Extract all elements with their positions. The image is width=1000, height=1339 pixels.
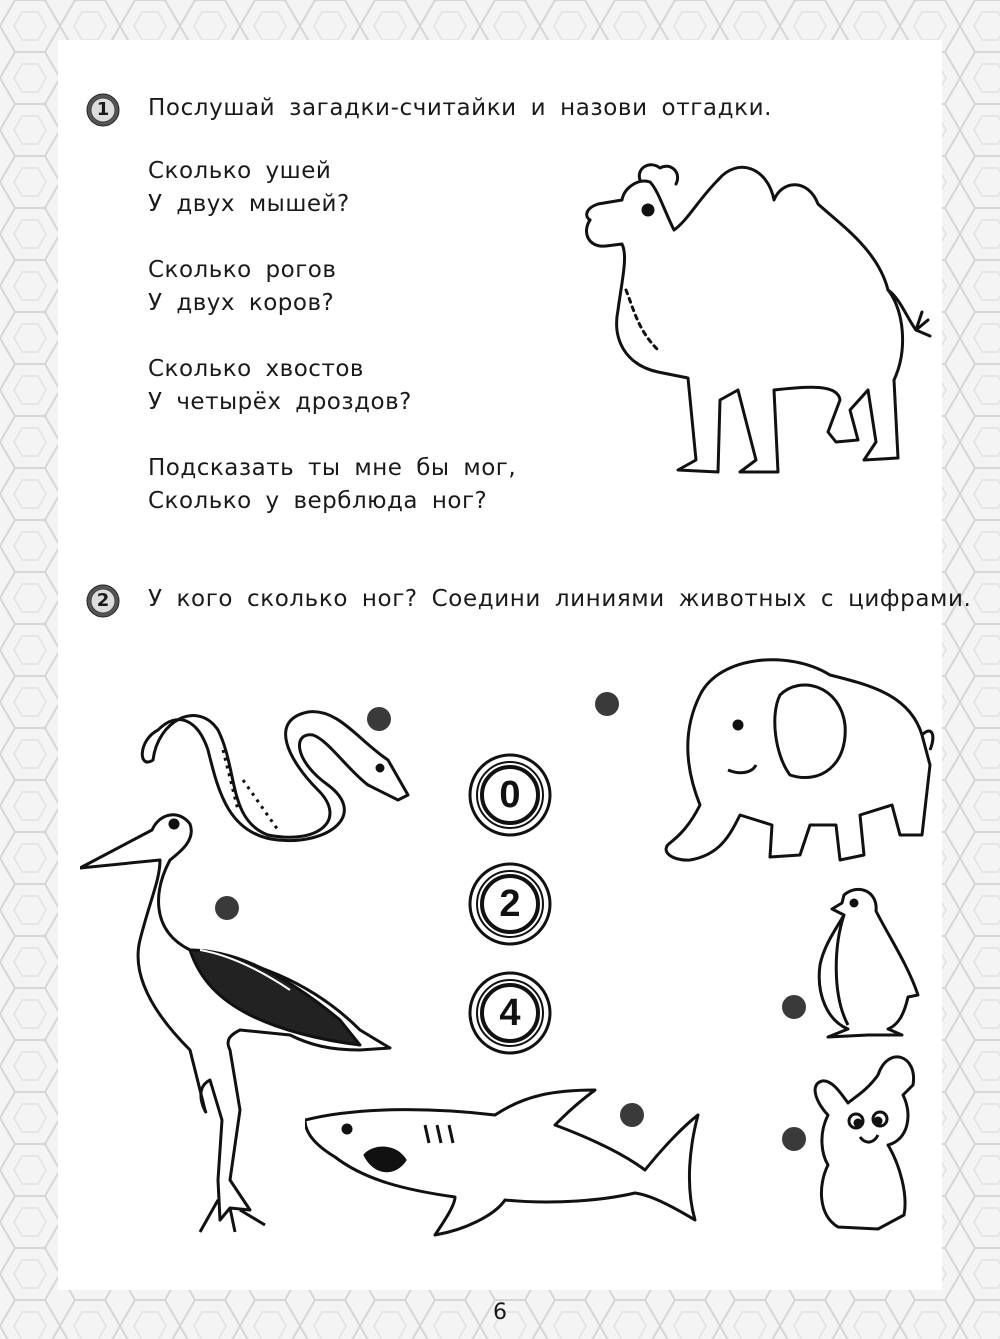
number-circle-2 [468,862,552,946]
riddle-line: Сколько хвостов [148,356,364,382]
riddle-stanza-3 [148,353,516,419]
task-1-number: 1 [96,99,110,120]
number-label: 0 [499,774,521,816]
number-circle-0 [468,753,552,837]
elephant-illustration [660,655,940,870]
shark-illustration [305,1085,700,1240]
riddle-line: Подсказать ты мне бы мог, [148,455,517,481]
bunny-illustration [808,1045,923,1235]
riddle-line: Сколько рогов [148,257,337,283]
camel-illustration [578,160,933,505]
riddle-line: Сколько у верблюда ног? [148,488,488,514]
riddle-stanza-2 [148,254,516,320]
snake-connect-dot[interactable] [367,707,391,731]
penguin-connect-dot[interactable] [782,995,806,1019]
riddle-line: У двух коров? [148,290,335,316]
bunny-connect-dot[interactable] [782,1127,806,1151]
riddle-stanza-4 [148,452,516,518]
number-label: 2 [499,883,521,925]
number-label: 4 [499,992,521,1034]
page-number: 6 [493,1300,507,1325]
riddle-line: У двух мышей? [148,191,350,217]
riddle-line: У четырёх дроздов? [148,389,412,415]
elephant-connect-dot[interactable] [595,692,619,716]
riddle-stanza-1 [148,155,516,221]
task-2-title: У кого сколько ног? Соедини линиями животных с цифрами. [148,586,972,612]
riddle-line: Сколько ушей [148,158,332,184]
penguin-illustration [808,885,920,1040]
riddle-poem [148,155,516,551]
task-2-number: 2 [96,590,110,611]
number-circle-4 [468,971,552,1055]
task-1-title: Послушай загадки-считайки и назови отгадки. [148,95,773,121]
stork-connect-dot[interactable] [215,896,239,920]
